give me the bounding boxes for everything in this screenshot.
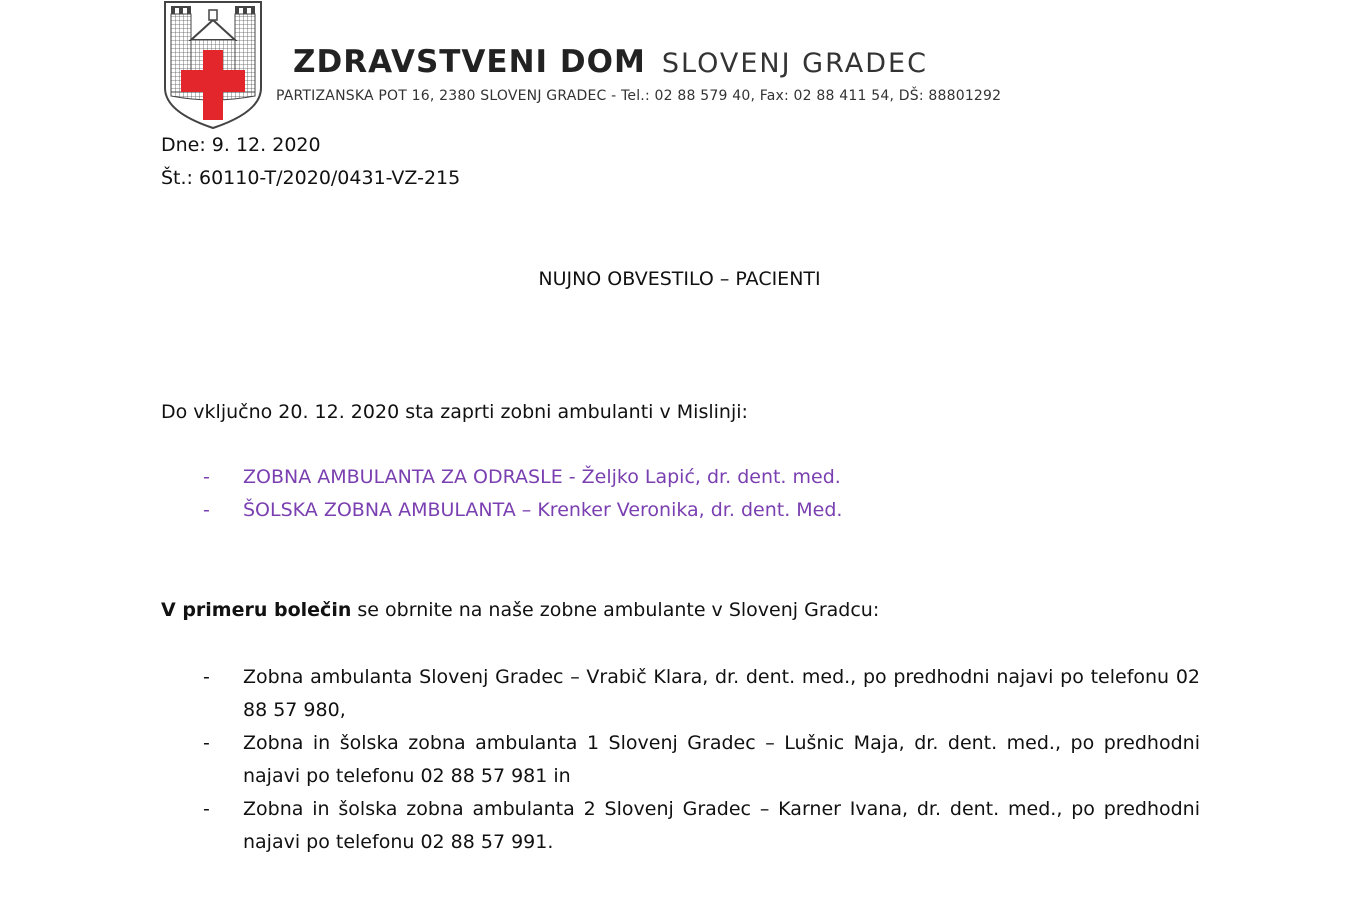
list-item <box>161 661 1200 727</box>
open-clinic-text: Zobna in šolska zobna ambulanta 1 Slovenj Gradec – Lušnic Maja, dr. dent. med., po predhodni najavi po telefonu 02 88 57 981 in <box>243 732 1200 787</box>
closed-clinic-text: ŠOLSKA ZOBNA AMBULANTA – Krenker Veronika, dr. dent. Med. <box>243 499 843 521</box>
closure-notice: Do vključno 20. 12. 2020 sta zaprti zobni ambulanti v Mislinji: <box>161 401 748 423</box>
closed-clinics-list <box>161 461 842 527</box>
emergency-instruction-rest: se obrnite na naše zobne ambulante v Slovenj Gradcu: <box>351 599 880 621</box>
list-item <box>161 793 1200 859</box>
document-title: NUJNO OBVESTILO – PACIENTI <box>538 268 821 290</box>
emergency-instruction <box>161 594 879 627</box>
list-item <box>161 494 842 527</box>
organization-name <box>293 44 928 80</box>
bullet-dash: - <box>203 798 210 820</box>
document-date: Dne: 9. 12. 2020 <box>161 134 321 156</box>
organization-name-city: SLOVENJ GRADEC <box>661 48 928 79</box>
open-clinics-list <box>161 661 1200 859</box>
bullet-dash: - <box>203 466 210 488</box>
organization-address: PARTIZANSKA POT 16, 2380 SLOVENJ GRADEC - Tel.: 02 88 579 40, Fax: 02 88 411 54, DŠ: 88801292 <box>276 88 1002 104</box>
emergency-instruction-bold: V primeru bolečin <box>161 599 352 621</box>
list-item <box>161 727 1200 793</box>
bullet-dash: - <box>203 732 210 754</box>
castle-red-cross-crest-icon <box>163 0 263 130</box>
open-clinic-text: Zobna ambulanta Slovenj Gradec – Vrabič Klara, dr. dent. med., po predhodni najavi po telefonu 02 88 57 980, <box>243 666 1200 721</box>
organization-name-primary: ZDRAVSTVENI DOM <box>293 44 646 80</box>
bullet-dash: - <box>203 666 210 688</box>
bullet-dash: - <box>203 499 210 521</box>
closed-clinic-text: ZOBNA AMBULANTA ZA ODRASLE - Željko Lapić, dr. dent. med. <box>243 466 841 488</box>
list-item <box>161 461 842 494</box>
open-clinic-text: Zobna in šolska zobna ambulanta 2 Slovenj Gradec – Karner Ivana, dr. dent. med., po predhodni najavi po telefonu 02 88 57 991. <box>243 798 1200 853</box>
document-reference-number: Št.: 60110-T/2020/0431-VZ-215 <box>161 167 461 189</box>
